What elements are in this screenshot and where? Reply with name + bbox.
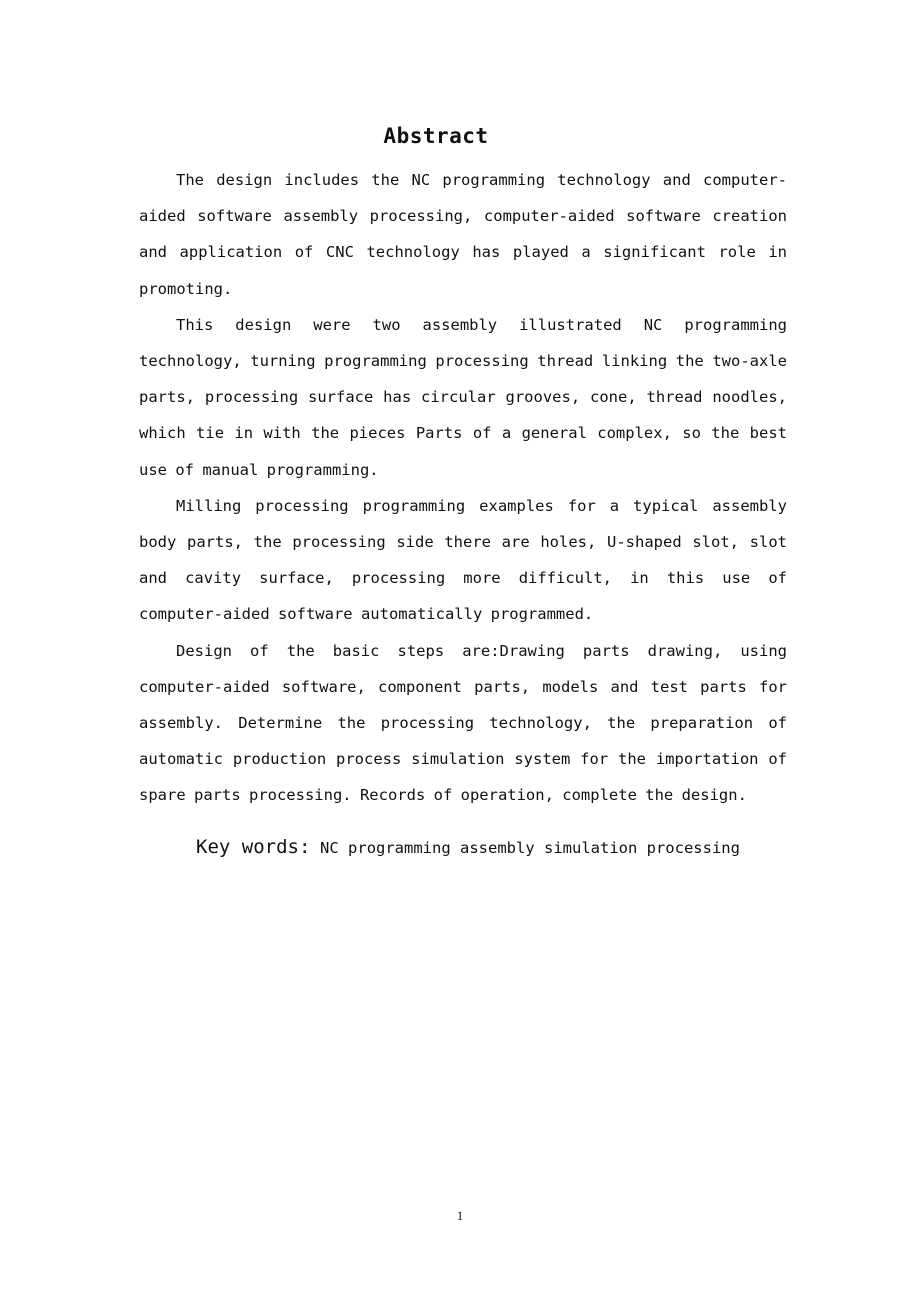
keywords-line xyxy=(196,832,836,863)
abstract-paragraph-3: Milling processing programming examples for a typical assembly body parts, the processing side there are holes, U-shaped slot, slot and cavity surface, processing more difficult, in this use of computer-aided software automatically programmed. xyxy=(139,496,787,624)
abstract-title: Abstract xyxy=(383,124,489,148)
abstract-body xyxy=(139,162,787,814)
abstract-paragraph-1: The design includes the NC programming technology and computer-aided software assembly processing, computer-aided software creation and application of CNC technology has played a significant role in promoting. xyxy=(139,171,787,298)
page-number: 1 xyxy=(456,1208,464,1223)
abstract-paragraph-2: This design were two assembly illustrated NC programming technology, turning programming processing thread linking the two-axle parts, processing surface has circular grooves, cone, thread noodles, which tie in with the pieces Parts of a general complex, so the best use of manual programming. xyxy=(139,315,787,479)
abstract-paragraph-4: Design of the basic steps are:Drawing parts drawing, using computer-aided software, component parts, models and test parts for assembly. Determine the processing technology, the preparation of automatic production process simulation system for the importation of spare parts processing. Records of operation, complete the design. xyxy=(139,641,787,805)
keywords-value: NC programming assembly simulation processing xyxy=(320,839,740,857)
keywords-label: Key words: xyxy=(196,836,311,858)
